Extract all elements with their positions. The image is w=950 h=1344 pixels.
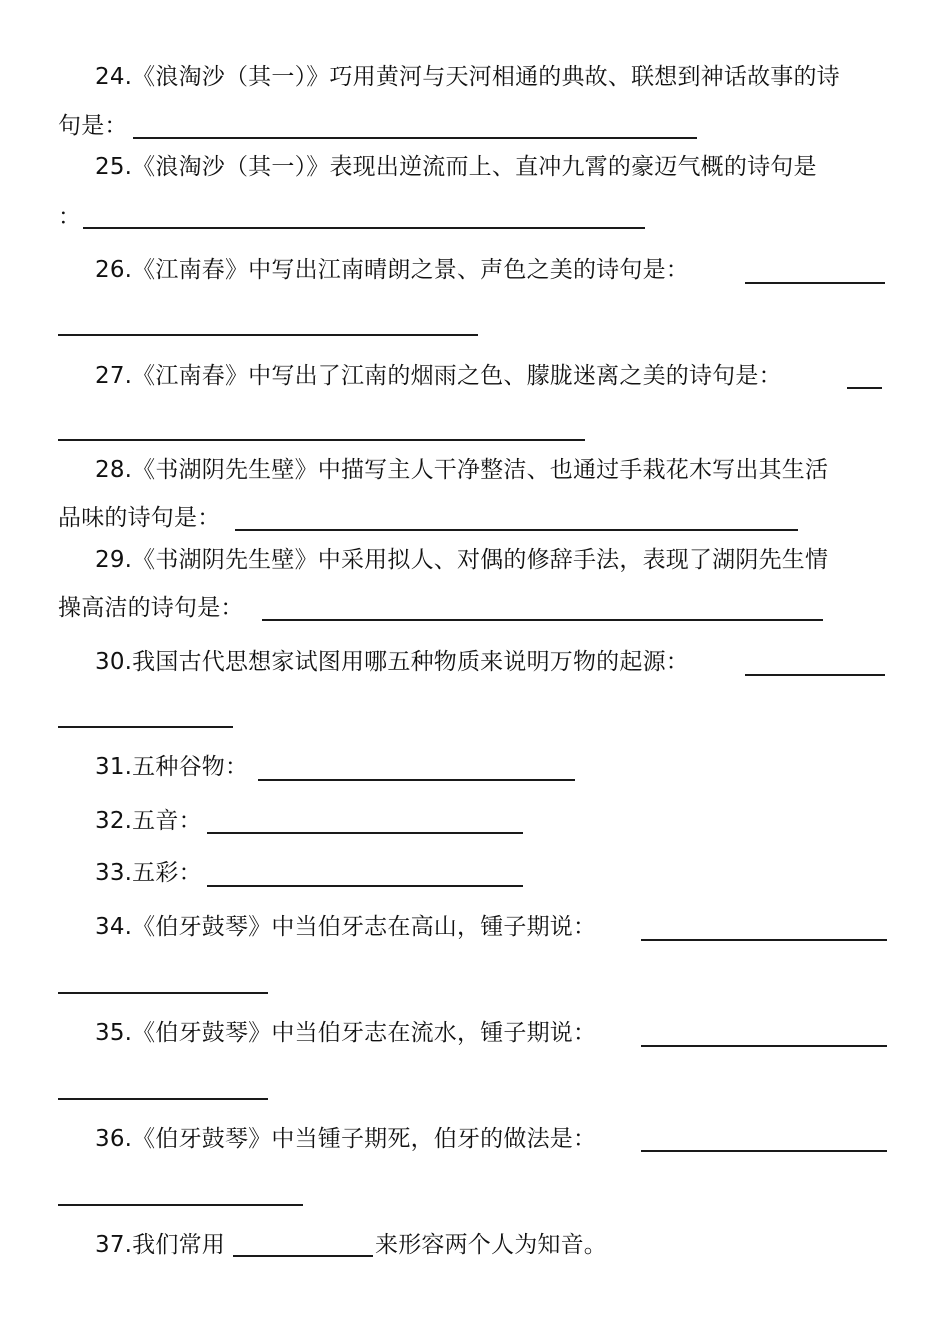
question-32-text: 32.五音： — [95, 808, 202, 834]
answer-blank-24[interactable] — [133, 137, 697, 139]
answer-blank-35a[interactable] — [641, 1045, 887, 1047]
question-25-text-cont: ： — [58, 204, 82, 230]
answer-blank-30b[interactable] — [58, 726, 233, 728]
question-34-text: 34.《伯牙鼓琴》中当伯牙志在高山，锺子期说： — [95, 914, 597, 940]
answer-blank-27b[interactable] — [58, 439, 585, 441]
question-24-text-cont: 句是： — [58, 113, 128, 139]
question-27-text: 27.《江南春》中写出了江南的烟雨之色、朦胧迷离之美的诗句是： — [95, 363, 782, 389]
answer-blank-36b[interactable] — [58, 1204, 303, 1206]
answer-blank-33[interactable] — [207, 885, 523, 887]
answer-blank-37[interactable] — [233, 1255, 373, 1257]
question-37-text-after: 来形容两个人为知音。 — [375, 1232, 607, 1258]
question-31-text: 31.五种谷物： — [95, 754, 249, 780]
answer-blank-30a[interactable] — [745, 674, 885, 676]
question-33-text: 33.五彩： — [95, 860, 202, 886]
answer-blank-31[interactable] — [258, 779, 575, 781]
question-37-text-before: 37.我们常用 — [95, 1232, 225, 1258]
question-35-text: 35.《伯牙鼓琴》中当伯牙志在流水，锺子期说： — [95, 1020, 597, 1046]
answer-blank-27a[interactable] — [847, 387, 882, 389]
question-36-text: 36.《伯牙鼓琴》中当锺子期死，伯牙的做法是： — [95, 1126, 597, 1152]
question-30-text: 30.我国古代思想家试图用哪五种物质来说明万物的起源： — [95, 649, 689, 675]
question-29-text-cont: 操高洁的诗句是： — [58, 595, 244, 621]
answer-blank-26b[interactable] — [58, 334, 478, 336]
answer-blank-29[interactable] — [262, 619, 823, 621]
answer-blank-32[interactable] — [207, 832, 523, 834]
answer-blank-34a[interactable] — [641, 939, 887, 941]
question-28-text: 28.《书湖阴先生壁》中描写主人干净整洁、也通过手栽花木写出其生活 — [95, 457, 829, 483]
answer-blank-26a[interactable] — [745, 282, 885, 284]
answer-blank-34b[interactable] — [58, 992, 268, 994]
question-24-text: 24.《浪淘沙（其一）》巧用黄河与天河相通的典故、联想到神话故事的诗 — [95, 64, 840, 90]
answer-blank-35b[interactable] — [58, 1098, 268, 1100]
question-29-text: 29.《书湖阴先生壁》中采用拟人、对偶的修辞手法，表现了湖阴先生情 — [95, 547, 829, 573]
answer-blank-36a[interactable] — [641, 1150, 887, 1152]
answer-blank-28[interactable] — [235, 529, 798, 531]
question-28-text-cont: 品味的诗句是： — [58, 505, 221, 531]
answer-blank-25[interactable] — [83, 227, 645, 229]
question-26-text: 26.《江南春》中写出江南晴朗之景、声色之美的诗句是： — [95, 257, 689, 283]
question-25-text: 25.《浪淘沙（其一）》表现出逆流而上、直冲九霄的豪迈气概的诗句是 — [95, 154, 817, 180]
